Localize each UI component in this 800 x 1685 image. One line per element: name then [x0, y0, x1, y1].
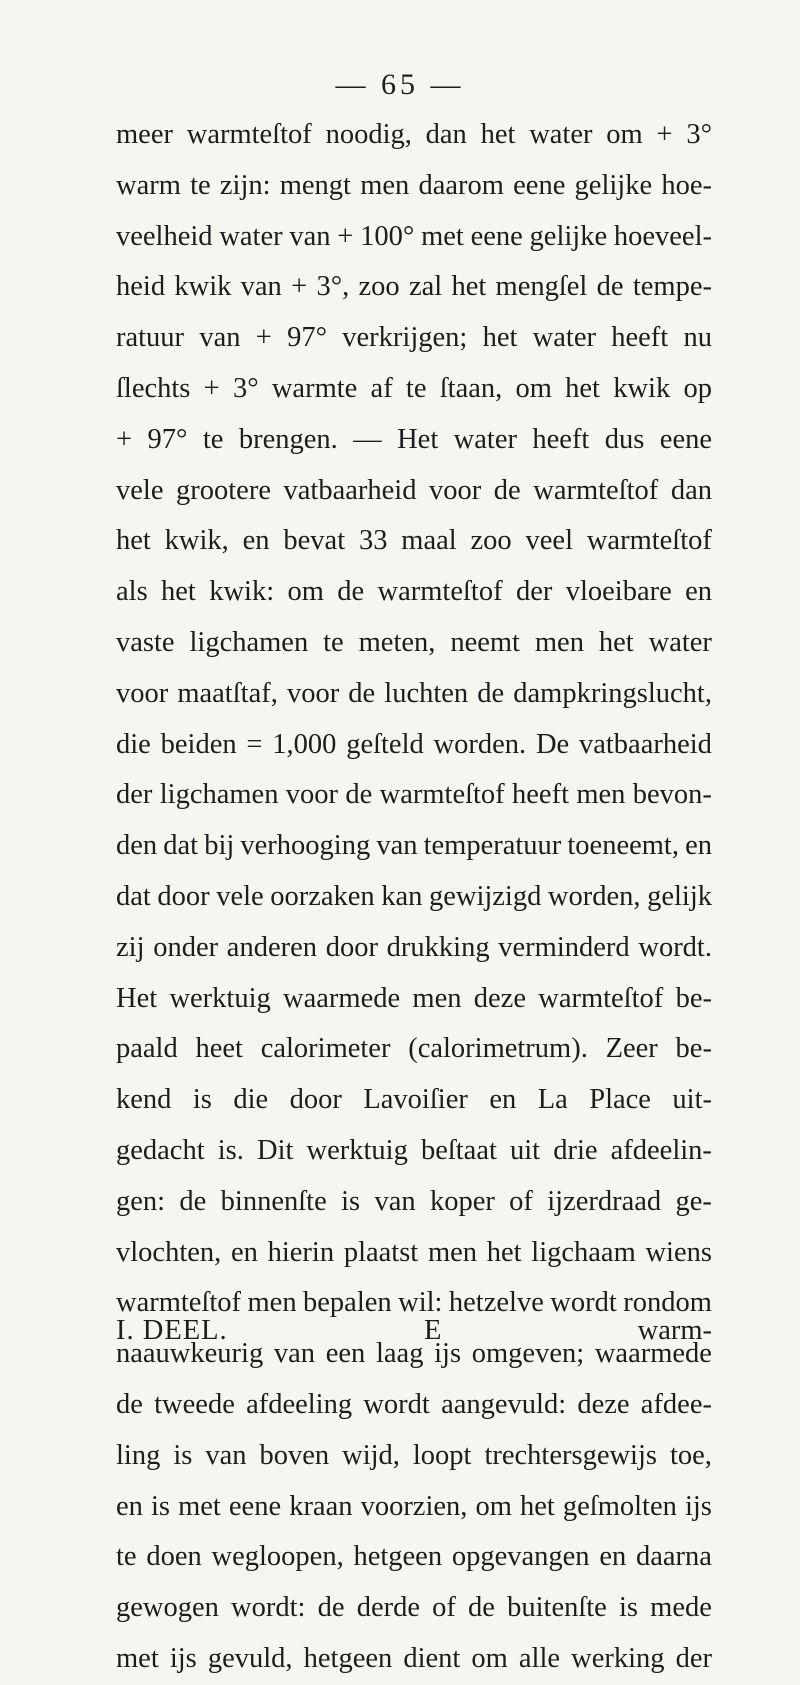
signature-mark: E — [423, 1315, 442, 1346]
text-line: vaste ligchamen te meten, neemt men het water — [116, 626, 712, 658]
text-line: warm te zijn: mengt men daarom eene gelijke hoe- — [116, 169, 712, 201]
text-line: te doen wegloopen, hetgeen opgevangen en daarna — [116, 1541, 712, 1573]
text-line: veelheid water van + 100° met eene gelijke hoeveel- — [116, 220, 712, 252]
body-text — [116, 110, 712, 1685]
text-line: ling is van boven wijd, loopt trechtersgewijs toe, — [116, 1439, 712, 1471]
text-line: en is met eene kraan voorzien, om het geſmolten ijs — [116, 1490, 712, 1522]
text-line: de tweede afdeeling wordt aangevuld: deze afdee- — [116, 1388, 712, 1420]
page-number: — 65 — — [335, 68, 465, 101]
text-line: der ligchamen voor de warmteſtof heeft men bevon- — [116, 779, 712, 811]
text-line: zij onder anderen door drukking verminderd wordt. — [116, 931, 712, 963]
text-line: + 97° te brengen. — Het water heeft dus eene — [116, 423, 712, 455]
text-line: ratuur van + 97° verkrijgen; het water heeft nu — [116, 322, 712, 354]
text-line: naauwkeurig van een laag ijs omgeven; waarmede — [116, 1338, 712, 1370]
text-line: meer warmteſtof noodig, dan het water om + 3° — [116, 119, 712, 150]
text-line: vlochten, en hierin plaatst men het ligchaam wiens — [116, 1236, 712, 1268]
volume-label: I. DEEL. — [116, 1315, 228, 1346]
text-line: ſlechts + 3° warmte af te ſtaan, om het kwik op — [116, 372, 712, 404]
text-line: vele grootere vatbaarheid voor de warmteſtof dan — [116, 474, 712, 506]
text-line: heid kwik van + 3°, zoo zal het mengſel de tempe- — [116, 271, 712, 303]
text-line: het kwik, en bevat 33 maal zoo veel warmteſtof — [116, 525, 712, 557]
catchword: warm- — [637, 1315, 712, 1346]
text-line: gedacht is. Dit werktuig beſtaat uit drie afdeelin- — [116, 1134, 712, 1166]
text-line: met ijs gevuld, hetgeen dient om alle werking der — [116, 1642, 712, 1674]
text-line: dat door vele oorzaken kan gewijzigd worden, gelijk — [116, 880, 712, 912]
text-line: gen: de binnenſte is van koper of ijzerdraad ge- — [116, 1185, 712, 1217]
text-line: die beiden = 1,000 geſteld worden. De vatbaarheid — [116, 728, 712, 760]
text-line: den dat bij verhooging van temperatuur toeneemt, en — [116, 830, 712, 862]
text-line: paald heet calorimeter (calorimetrum). Zeer be- — [116, 1033, 712, 1065]
text-line: als het kwik: om de warmteſtof der vloeibare en — [116, 576, 712, 608]
text-line: Het werktuig waarmede men deze warmteſtof be- — [116, 982, 712, 1014]
page-footer — [116, 1315, 712, 1347]
text-line: voor maatſtaf, voor de luchten de dampkringslucht, — [116, 677, 712, 709]
text-line: warmteſtof men bepalen wil: hetzelve wordt rondom — [116, 1287, 712, 1319]
text-line: gewogen wordt: de derde of de buitenſte is mede — [116, 1592, 712, 1624]
text-line: kend is die door Lavoiſier en La Place uit- — [116, 1084, 712, 1116]
